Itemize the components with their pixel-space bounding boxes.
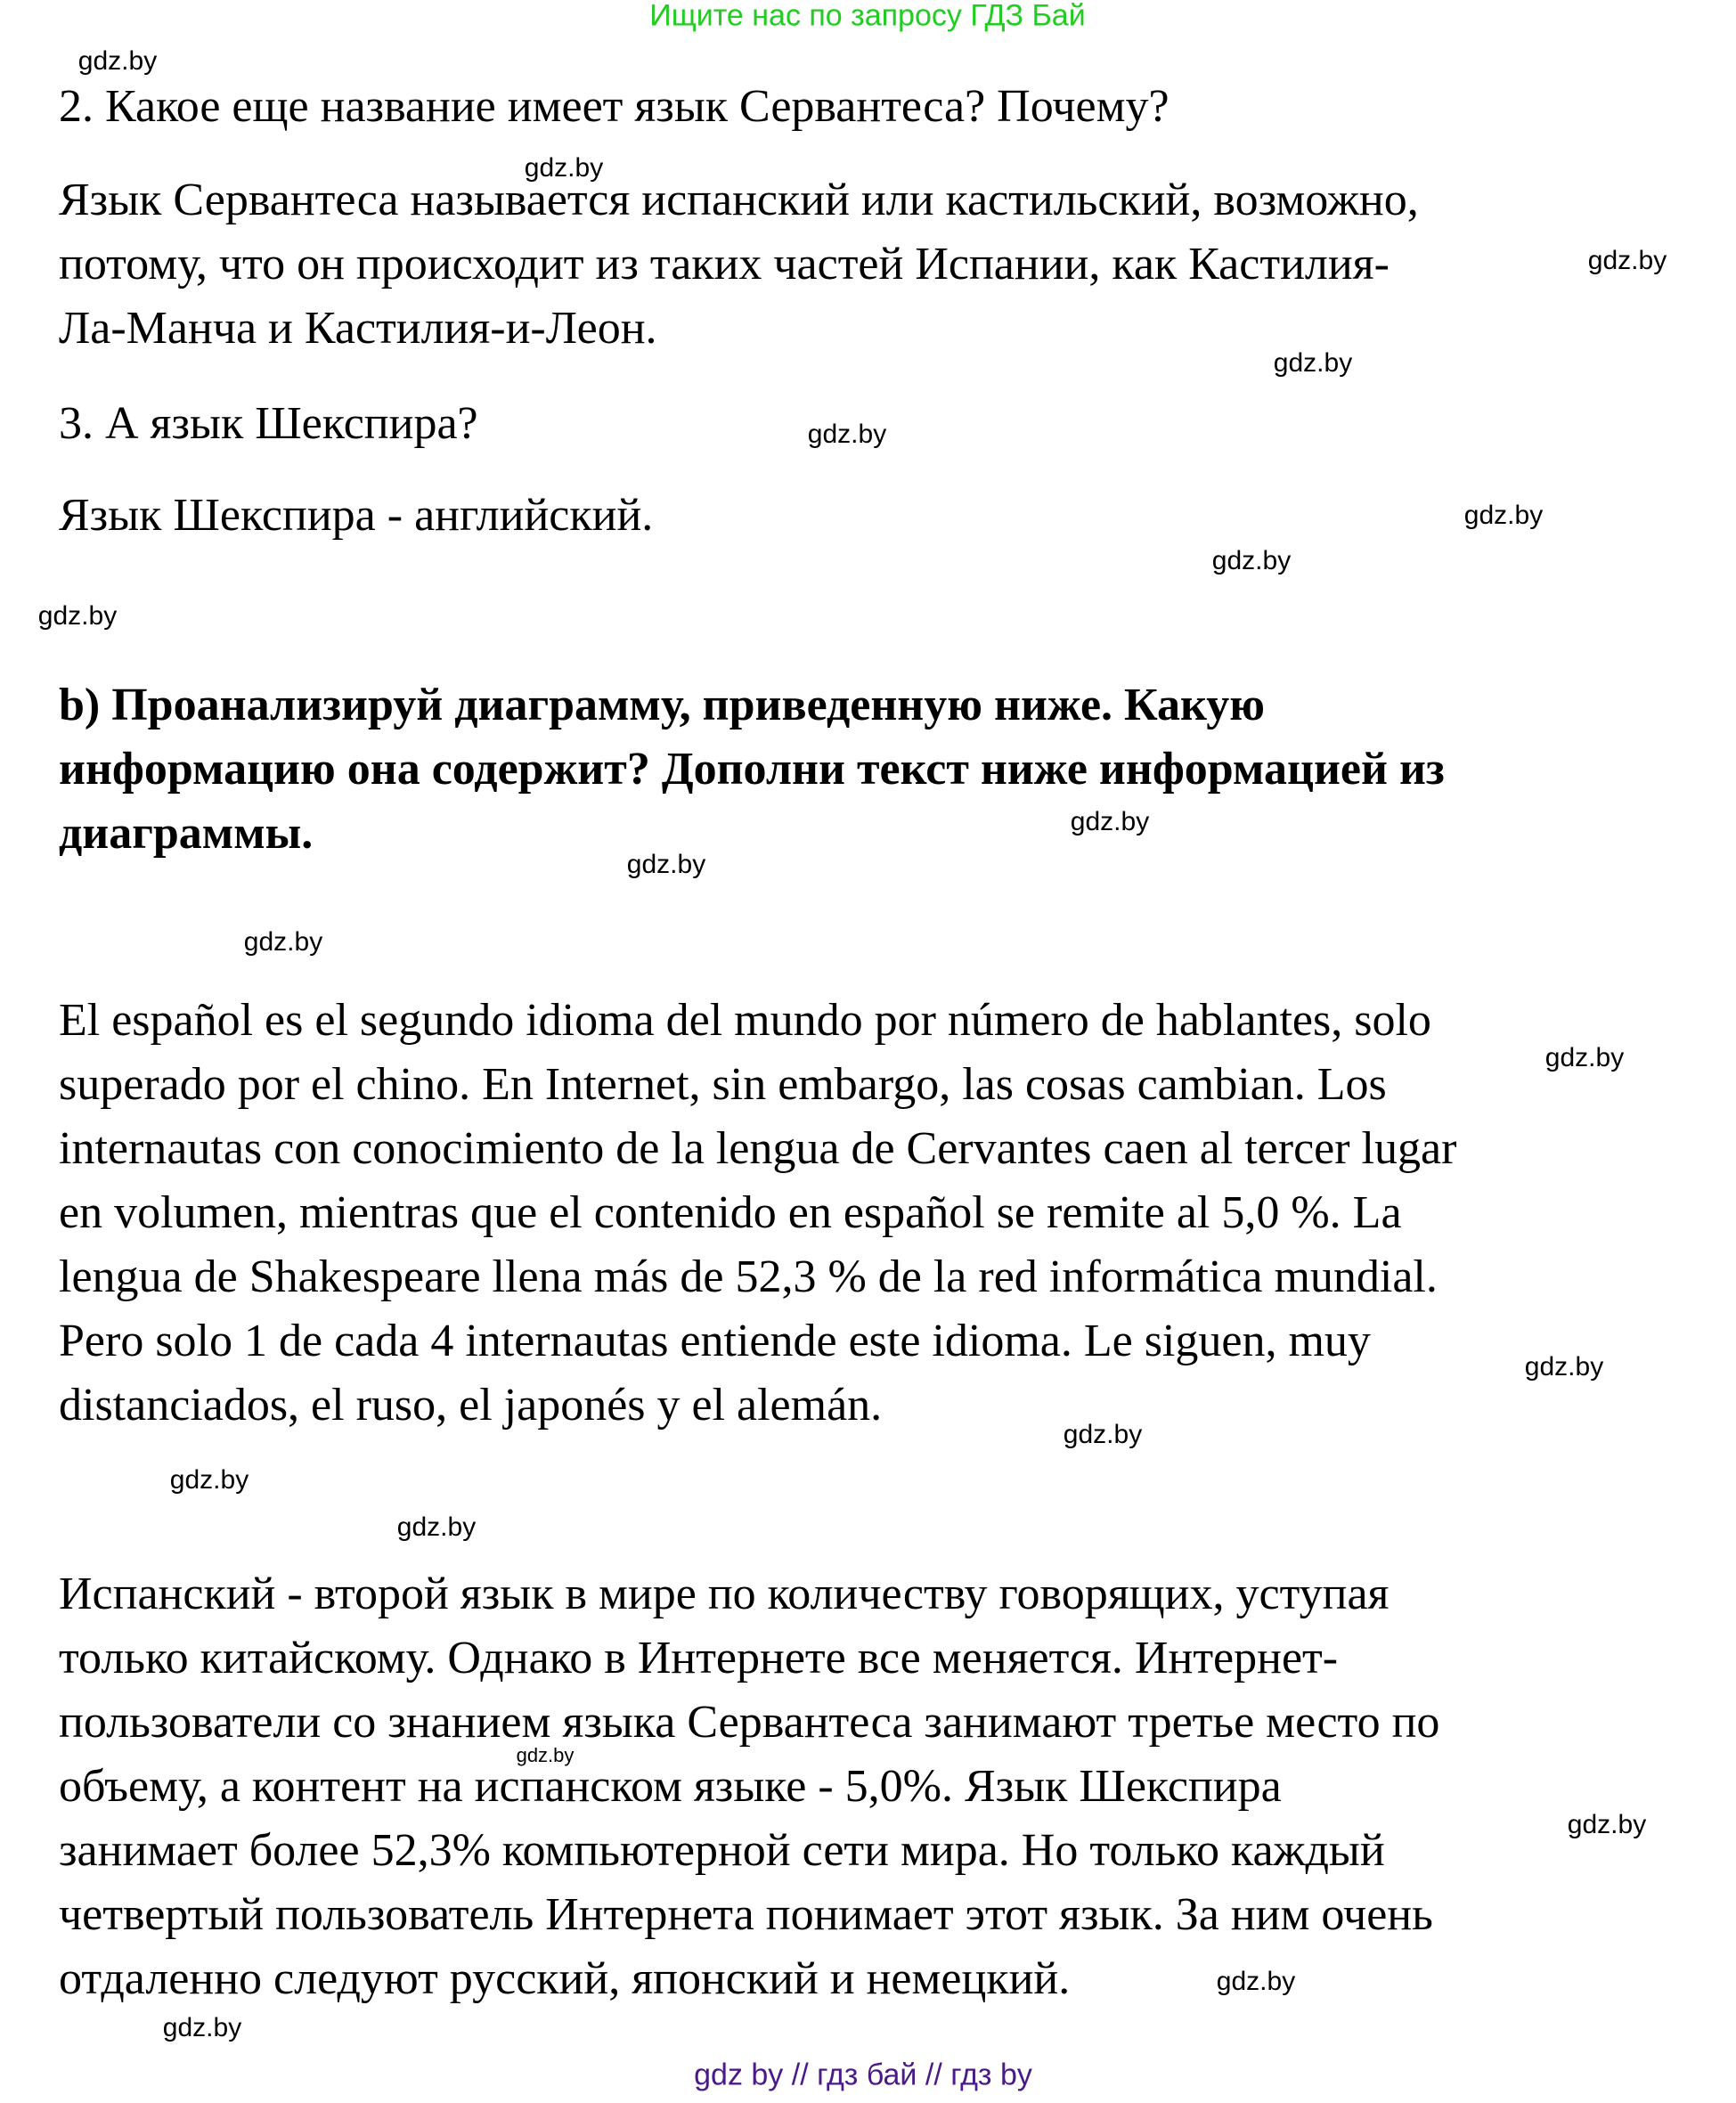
watermark: gdz.by: [1216, 1967, 1296, 1996]
watermark: gdz.by: [37, 601, 118, 631]
watermark: gdz.by: [1463, 501, 1544, 530]
watermark: gdz.by: [162, 2013, 242, 2042]
russian-text-line: занимает более 52,3% компьютерной сети мира. Но только каждый: [59, 1825, 1385, 1876]
spanish-text-line: El español es el segundo idioma del mundo por número de hablantes, solo: [59, 995, 1431, 1046]
watermark: gdz.by: [1524, 1352, 1604, 1382]
watermark: gdz.by: [1211, 546, 1292, 575]
watermark: gdz.by: [1587, 246, 1667, 275]
answer-2-line: Ла-Манча и Кастилия-и-Леон.: [59, 303, 657, 354]
watermark: gdz.by: [1063, 1420, 1143, 1449]
answer-3: Язык Шекспира - английский.: [59, 490, 654, 541]
watermark: gdz.by: [396, 1512, 477, 1542]
question-2: 2. Какое еще название имеет язык Сервантеса? Почему?: [59, 81, 1170, 132]
spanish-text-line: superado por el chino. En Internet, sin embargo, las cosas cambian. Los: [59, 1059, 1387, 1110]
russian-text-line: объему, а контент на испанском языке - 5,0%. Язык Шекспира: [59, 1761, 1282, 1812]
watermark: gdz.by: [524, 153, 604, 183]
spanish-text-line: Pero solo 1 de cada 4 internautas entiende este idioma. Le siguen, muy: [59, 1316, 1371, 1366]
watermark: gdz.by: [1544, 1043, 1625, 1072]
task-b-line: диаграммы.: [59, 808, 314, 859]
watermark: gdz.by: [77, 46, 158, 76]
footer-links: gdz by // гдз бай // гдз by: [694, 2058, 1032, 2092]
spanish-text-line: lengua de Shakespeare llena más de 52,3 % de la red informática mundial.: [59, 1251, 1438, 1302]
spanish-text-line: en volumen, mientras que el contenido en español se remite al 5,0 %. La: [59, 1187, 1402, 1238]
russian-text-line: только китайскому. Однако в Интернете все меняется. Интернет-: [59, 1633, 1339, 1683]
watermark: gdz.by: [169, 1465, 249, 1495]
russian-text-line: Испанский - второй язык в мире по количеству говорящих, уступая: [59, 1569, 1390, 1619]
answer-2-line: Язык Сервантеса называется испанский или кастильский, возможно,: [59, 175, 1419, 225]
header-search-hint: Ищите нас по запросу ГДЗ Бай: [649, 0, 1086, 33]
watermark: gdz.by: [243, 927, 323, 957]
russian-text-line: четвертый пользователь Интернета понимает этот язык. За ним очень: [59, 1889, 1433, 1940]
spanish-text-line: distanciados, el ruso, el japonés y el alemán.: [59, 1380, 883, 1431]
task-b-line: b) Проанализируй диаграмму, приведенную ниже. Какую: [59, 680, 1266, 730]
russian-text-line: отдаленно следуют русский, японский и немецкий.: [59, 1953, 1071, 2004]
watermark: gdz.by: [1273, 348, 1353, 378]
question-3: 3. А язык Шекспира?: [59, 398, 478, 449]
watermark: gdz.by: [807, 420, 887, 449]
watermark: gdz.by: [1567, 1810, 1647, 1839]
answer-2-line: потому, что он происходит из таких частей Испании, как Кастилия-: [59, 239, 1390, 289]
watermark: gdz.by: [1070, 807, 1150, 836]
russian-text-line: пользователи со знанием языка Сервантеса занимают третье место по: [59, 1697, 1440, 1748]
watermark: gdz.by: [626, 850, 706, 879]
task-b-line: информацию она содержит? Дополни текст ниже информацией из: [59, 744, 1445, 795]
watermark: gdz.by: [516, 1744, 575, 1766]
spanish-text-line: internautas con conocimiento de la lengua de Cervantes caen al tercer lugar: [59, 1123, 1457, 1174]
